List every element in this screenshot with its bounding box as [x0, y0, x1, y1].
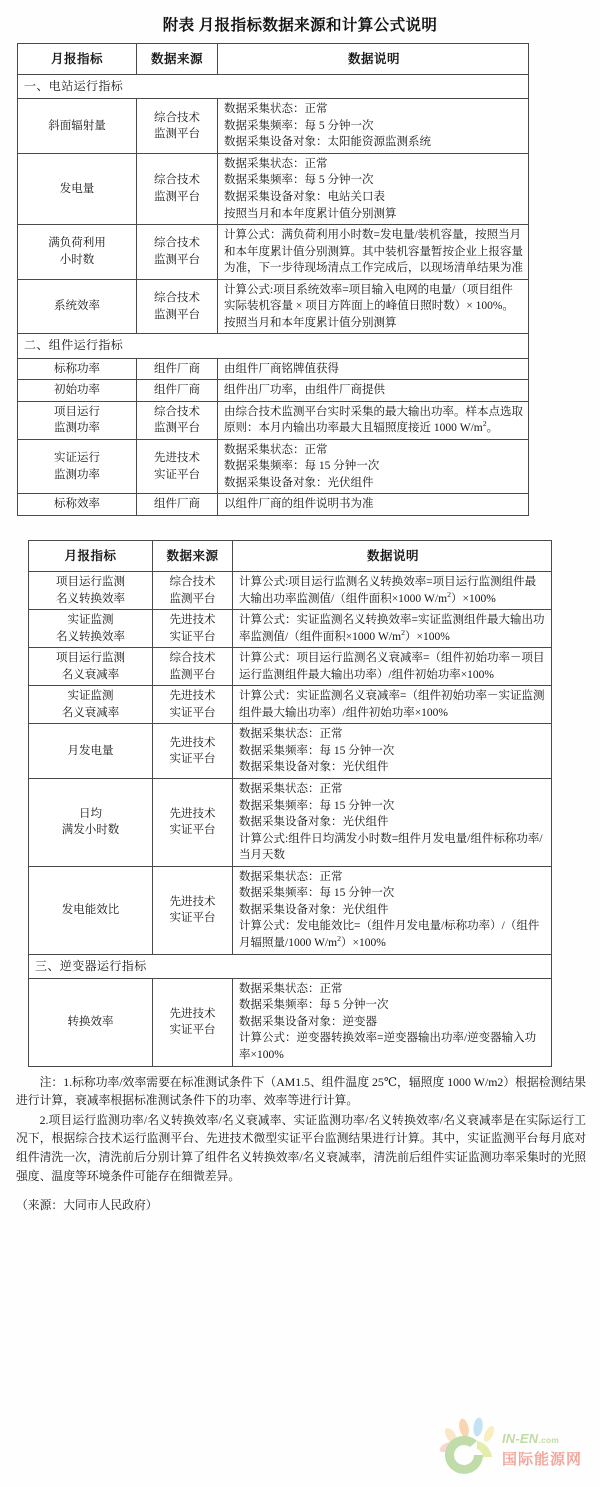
desc-superscript: 2 — [447, 589, 451, 599]
desc-formula: 计算公式:组件日均满发小时数=组件月发电量/组件标称功率/当月天数 — [239, 832, 543, 862]
header-source: 数据来源 — [137, 44, 218, 75]
cell-source — [137, 99, 218, 154]
source-line: 实证平台 — [169, 1024, 216, 1037]
source-line: 先进技术 — [169, 614, 216, 627]
table-row — [18, 99, 529, 154]
desc-line: 按照当月和本年度累计值分别测算 — [224, 207, 397, 220]
desc-line: 数据采集设备对象：太阳能资源监测系统 — [224, 136, 431, 149]
source-line: 综合技术 — [154, 174, 200, 187]
desc-line: 数据采集频率：每 5 分钟一次 — [224, 119, 374, 132]
source-line: 监测平台 — [154, 308, 200, 321]
cell-description: 组件出厂功率，由组件厂商提供 — [218, 380, 529, 402]
cell-description — [218, 99, 529, 154]
header-source: 数据来源 — [153, 541, 233, 572]
desc-line: 数据采集频率：每 5 分钟一次 — [224, 174, 374, 187]
source-line: 综合技术 — [154, 405, 200, 418]
desc-text: 由综合技术监测平台实时采集的最大输出功率。样本点选取原则：本月内输出功率最大且辐照度接近 1000 W/m — [224, 405, 523, 435]
cell-indicator — [29, 686, 153, 724]
desc-line: 数据采集频率：每 15 分钟一次 — [239, 744, 395, 757]
cell-source — [153, 648, 233, 686]
indicator-line: 名义衰减率 — [61, 668, 120, 681]
cell-description — [233, 572, 552, 610]
source-line: 综合技术 — [154, 292, 200, 304]
indicator-line: 日均 — [79, 807, 102, 820]
table-row — [18, 358, 529, 380]
desc-line: 数据采集设备对象：光伏组件 — [239, 816, 389, 829]
cell-description — [233, 866, 552, 954]
indicator-line: 项目运行监测 — [56, 652, 125, 665]
cell-indicator — [18, 401, 137, 439]
table-row — [18, 279, 529, 334]
cell-description — [233, 779, 552, 867]
desc-line: 数据采集状态：正常 — [224, 157, 328, 170]
source-line: 实证平台 — [169, 824, 216, 837]
watermark-subtitle: 国际能源网 — [502, 1451, 583, 1468]
cell-indicator: 系统效率 — [18, 279, 137, 334]
source-line: 综合技术 — [154, 237, 200, 250]
cell-indicator — [29, 648, 153, 686]
source-line: 先进技术 — [169, 807, 216, 820]
header-indicator: 月报指标 — [18, 44, 137, 75]
table-row — [29, 572, 552, 610]
desc-superscript: 2 — [482, 419, 487, 429]
source-line: 实证平台 — [154, 468, 200, 481]
cell-indicator: 发电量 — [18, 153, 137, 224]
section-band-label: 一、电站运行指标 — [18, 75, 529, 99]
cell-indicator: 月发电量 — [29, 724, 153, 779]
cell-indicator: 转换效率 — [29, 978, 153, 1066]
desc-line: 数据采集设备对象：光伏组件 — [239, 903, 389, 916]
indicator-line: 名义衰减率 — [61, 706, 120, 719]
table-header-row — [18, 44, 529, 75]
cell-indicator — [18, 225, 137, 280]
desc-formula-tail: ）×100% — [340, 936, 386, 949]
desc-formula: 计算公式：逆变器转换效率=逆变器输出功率/逆变器输入功率×100% — [239, 1032, 537, 1061]
cell-source: 组件厂商 — [137, 380, 218, 402]
desc-text-tail: 。 — [486, 422, 499, 435]
cell-indicator — [29, 779, 153, 867]
indicator-line: 项目运行 — [54, 405, 100, 418]
desc-line: 数据采集设备对象：电站关口表 — [224, 191, 385, 203]
source-line: 监测平台 — [154, 253, 200, 266]
source-line: 先进技术 — [169, 736, 216, 749]
indicator-line: 实证运行 — [54, 452, 100, 465]
table-2-wrapper — [28, 540, 551, 1066]
cell-source — [153, 779, 233, 867]
source-line: 监测平台 — [169, 668, 216, 681]
indicator-line: 项目运行监测 — [56, 576, 125, 589]
cell-description: 由组件厂商铭牌值获得 — [218, 358, 529, 380]
desc-superscript: 2 — [337, 934, 341, 944]
cell-description — [233, 978, 552, 1066]
header-indicator: 月报指标 — [29, 541, 153, 572]
cell-description — [233, 610, 552, 648]
cell-source — [137, 153, 218, 224]
cell-source — [153, 724, 233, 779]
header-description: 数据说明 — [218, 44, 529, 75]
cell-source — [153, 572, 233, 610]
cell-description: 计算公式：实证监测名义衰减率=（组件初始功率－实证监测组件最大输出功率）/组件初始功率×100% — [233, 686, 552, 724]
cell-indicator: 标称效率 — [18, 494, 137, 516]
cell-indicator: 标称功率 — [18, 358, 137, 380]
monthly-indicator-table-1 — [17, 43, 529, 516]
table-1-wrapper — [17, 43, 528, 516]
table-gap — [0, 516, 600, 540]
table-row — [18, 494, 529, 516]
desc-line: 数据采集状态：正常 — [239, 870, 343, 883]
table-row — [29, 610, 552, 648]
desc-text-tail: ）×100% — [404, 630, 450, 643]
cell-indicator: 发电能效比 — [29, 866, 153, 954]
cell-source — [137, 279, 218, 334]
watermark — [430, 1417, 590, 1479]
watermark-brand-text: IN-EN — [502, 1431, 539, 1446]
cell-indicator — [29, 572, 153, 610]
cell-source — [153, 978, 233, 1066]
desc-line: 数据采集频率：每 15 分钟一次 — [239, 799, 395, 812]
table-row — [29, 779, 552, 867]
indicator-line: 监测功率 — [54, 422, 100, 435]
desc-text-tail: ）×100% — [450, 592, 496, 605]
notes-block — [16, 1073, 586, 1186]
cell-description: 计算公式:项目系统效率=项目输入电网的电量/（项目组件实际装机容量 × 项目方阵面上的峰值日照时数）× 100%。按照当月和本年度累计值分别测算 — [218, 279, 529, 334]
table-header-row — [29, 541, 552, 572]
desc-line: 数据采集设备对象：光伏组件 — [224, 476, 374, 489]
note-2: 2.项目运行监测功率/名义转换效率/名义衰减率、实证监测功率/名义转换效率/名义衰减率是在实际运行工况下，根据综合技术运行监测平台、先进技术微型实证平台监测结果进行计算。其中，实证监测平台每月底对组件清洗一次，清洗前后分别计算了组件名义转换效率/名义衰减率，清洗前后组件实证监测功率采集时的光照强度、温度等环境条件可能存在细微差异。 — [16, 1112, 586, 1183]
desc-text: 计算公式:项目运行监测名义转换效率=项目运行监测组件最大输出功率监测值/（组件面积×1000 W/m — [239, 576, 537, 605]
indicator-line: 满负荷利用 — [48, 237, 106, 250]
header-description: 数据说明 — [233, 541, 552, 572]
cell-source: 组件厂商 — [137, 358, 218, 380]
section-band-label: 二、组件运行指标 — [18, 334, 529, 358]
watermark-brand — [502, 1431, 559, 1446]
source-line: 实证平台 — [169, 706, 216, 719]
table-row — [29, 724, 552, 779]
note-1: 注：1.标称功率/效率需要在标准测试条件下（AM1.5、组件温度 25℃，辐照度 1000 W/m2）根据检测结果进行计算，衰减率根据标准测试条件下的功率、效率等进行计算。 — [16, 1074, 586, 1108]
source-line: 先进技术 — [169, 895, 216, 908]
source-line: 实证平台 — [169, 912, 216, 925]
desc-superscript: 2 — [401, 627, 405, 637]
desc-line: 数据采集状态：正常 — [239, 982, 343, 995]
source-line: 先进技术 — [169, 1007, 216, 1020]
source-line: 综合技术 — [169, 576, 216, 589]
source-line: 监测平台 — [154, 422, 200, 435]
section-band-row — [29, 954, 552, 978]
monthly-indicator-table-2 — [28, 540, 552, 1066]
source-line: 监测平台 — [169, 592, 216, 605]
desc-line: 数据采集状态：正常 — [224, 103, 328, 116]
source-attribution: （来源：大同市人民政府） — [16, 1198, 158, 1213]
source-line: 实证平台 — [169, 753, 216, 766]
desc-line: 数据采集状态：正常 — [239, 783, 343, 796]
desc-line: 数据采集设备对象：逆变器 — [239, 1015, 377, 1028]
source-line: 综合技术 — [154, 111, 200, 124]
cell-indicator: 初始功率 — [18, 380, 137, 402]
indicator-line: 实证监测 — [67, 690, 114, 703]
table-row — [29, 866, 552, 954]
page-title: 附表 月报指标数据来源和计算公式说明 — [162, 17, 438, 34]
indicator-line: 小时数 — [59, 253, 95, 266]
cell-indicator — [18, 439, 137, 494]
source-line: 监测平台 — [154, 128, 200, 141]
cell-description: 以组件厂商的组件说明书为准 — [218, 494, 529, 516]
cell-source — [137, 225, 218, 280]
table-row — [18, 401, 529, 439]
cell-description — [233, 724, 552, 779]
desc-line: 数据采集状态：正常 — [239, 728, 343, 741]
section-band-row — [18, 334, 529, 358]
table-row — [29, 648, 552, 686]
source-line: 实证平台 — [169, 630, 216, 643]
table-row — [18, 439, 529, 494]
indicator-line: 满发小时数 — [61, 824, 120, 837]
desc-line: 数据采集频率：每 15 分钟一次 — [224, 460, 380, 473]
desc-formula: 计算公式：发电能效比=（组件月发电量/标称功率）/（组件月辐照量/1000 W/m — [239, 920, 540, 949]
cell-description — [218, 153, 529, 224]
cell-source — [137, 401, 218, 439]
in-en-logo-icon — [430, 1417, 590, 1479]
table-row — [18, 153, 529, 224]
desc-line: 数据采集设备对象：光伏组件 — [239, 761, 389, 774]
desc-text: 计算公式：实证监测名义转换效率=实证监测组件最大输出功率监测值/（组件面积×1000 W/m — [239, 614, 545, 643]
cell-description: 计算公式：满负荷利用小时数=发电量/装机容量，按照当月和本年度累计值分别测算。其中装机容量暂按企业上报容量为准，下一步待现场清点工作完成后，以现场清单结果为准 — [218, 225, 529, 280]
cell-description — [218, 439, 529, 494]
indicator-line: 监测功率 — [54, 468, 100, 481]
desc-line: 数据采集频率：每 15 分钟一次 — [239, 887, 395, 900]
source-line: 先进技术 — [169, 690, 216, 703]
watermark-dotcom-text: .com — [538, 1435, 560, 1445]
cell-description: 计算公式：项目运行监测名义衰减率=（组件初始功率－项目运行监测组件最大输出功率）/组件初始功率×100% — [233, 648, 552, 686]
cell-source: 组件厂商 — [137, 494, 218, 516]
indicator-line: 名义转换效率 — [56, 630, 125, 643]
table-row — [18, 380, 529, 402]
indicator-line: 名义转换效率 — [56, 592, 125, 605]
cell-description — [218, 401, 529, 439]
cell-source — [137, 439, 218, 494]
table-row — [29, 978, 552, 1066]
source-line: 综合技术 — [169, 652, 216, 665]
cell-source — [153, 610, 233, 648]
section-band-row — [18, 75, 529, 99]
cell-source — [153, 866, 233, 954]
desc-line: 数据采集频率：每 5 分钟一次 — [239, 999, 389, 1012]
table-row — [18, 225, 529, 280]
cell-indicator: 斜面辐射量 — [18, 99, 137, 154]
cell-indicator — [29, 610, 153, 648]
table-row — [29, 686, 552, 724]
source-line: 先进技术 — [154, 452, 200, 465]
section-band-label: 三、逆变器运行指标 — [29, 954, 552, 978]
cell-source — [153, 686, 233, 724]
source-line: 监测平台 — [154, 191, 200, 203]
desc-line: 数据采集状态：正常 — [224, 443, 328, 456]
indicator-line: 实证监测 — [67, 614, 114, 627]
